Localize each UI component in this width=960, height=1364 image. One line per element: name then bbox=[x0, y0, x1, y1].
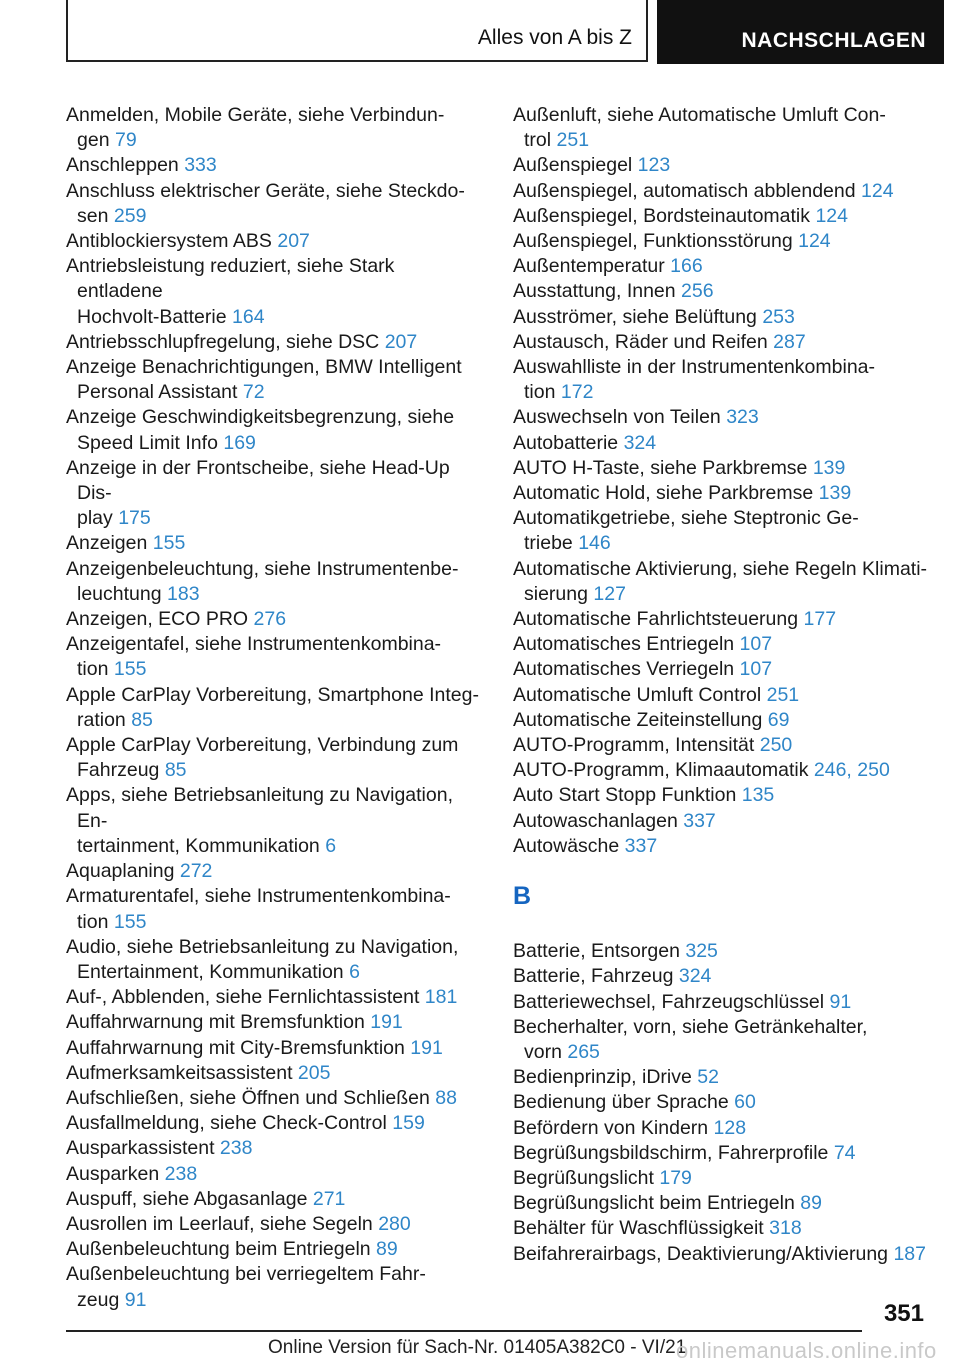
section-letter: B bbox=[513, 882, 532, 911]
page-reference-link[interactable]: 276 bbox=[253, 608, 287, 631]
index-entry bbox=[513, 834, 928, 859]
index-entry-text: Außenspiegel bbox=[513, 154, 633, 177]
page-reference-link[interactable]: 107 bbox=[739, 633, 773, 656]
index-entry bbox=[513, 1191, 928, 1216]
page-reference-link[interactable]: 183 bbox=[167, 582, 200, 605]
page-reference-link[interactable]: 69 bbox=[767, 708, 790, 731]
index-entry-text: Anzeige Benachrichtigungen, BMW Intelligent Personal Assistant bbox=[66, 356, 462, 404]
page-reference-link[interactable]: 6 bbox=[325, 834, 337, 857]
index-entry bbox=[66, 935, 481, 985]
page-reference-link[interactable]: 323 bbox=[726, 406, 759, 429]
page-reference-link[interactable]: 91 bbox=[124, 1288, 147, 1311]
index-entry-text: Becherhalter, vorn, siehe Getränkehalter, vorn bbox=[513, 1015, 868, 1063]
page-reference-link[interactable]: 265 bbox=[567, 1040, 600, 1063]
index-entry-text: Aufmerksamkeitsassistent bbox=[66, 1061, 293, 1084]
page-reference-link[interactable]: 324 bbox=[678, 965, 712, 988]
index-entry-text: Auswahlliste in der Instrumentenkombina- tion bbox=[513, 356, 876, 404]
page-reference-link[interactable]: 52 bbox=[697, 1066, 719, 1089]
index-entry bbox=[513, 153, 928, 178]
index-entry bbox=[513, 964, 928, 989]
index-entry bbox=[513, 683, 928, 708]
index-entry bbox=[513, 1015, 928, 1065]
index-entry-text: Anzeige Geschwindigkeitsbegrenzung, siehe Speed Limit Info bbox=[66, 406, 455, 454]
page-reference-link[interactable]: 238 bbox=[164, 1162, 198, 1185]
index-entry bbox=[513, 330, 928, 355]
index-entry-text: Außenluft, siehe Automatische Umluft Con- trol bbox=[513, 104, 886, 152]
index-entry bbox=[66, 607, 481, 632]
index-entry bbox=[66, 229, 481, 254]
index-entry-text: Anzeigenbeleuchtung, siehe Instrumentenbe- leuchtung bbox=[66, 557, 459, 605]
page-reference-link[interactable]: 164 bbox=[232, 305, 265, 328]
index-entry bbox=[513, 355, 928, 405]
index-entry bbox=[513, 305, 928, 330]
index-entry bbox=[513, 758, 928, 783]
page-reference-link[interactable]: 250 bbox=[759, 734, 793, 757]
index-entry-text: Antriebsleistung reduziert, siehe Stark entladene Hochvolt-Batterie bbox=[66, 255, 395, 328]
page-reference-link[interactable]: 318 bbox=[769, 1217, 802, 1240]
index-entry bbox=[66, 103, 481, 153]
page-reference-link[interactable]: 91 bbox=[829, 990, 852, 1013]
index-entry bbox=[513, 1065, 928, 1090]
page-reference-link[interactable]: 253 bbox=[762, 305, 795, 328]
index-group-b bbox=[513, 939, 928, 1267]
page-reference-link[interactable]: 287 bbox=[773, 330, 806, 353]
index-entry bbox=[66, 456, 481, 532]
index-entry bbox=[66, 531, 481, 556]
footer-text: Online Version für Sach-Nr. 01405A382C0 - VI/21 bbox=[268, 1337, 687, 1358]
page-reference-link[interactable]: 139 bbox=[818, 482, 852, 505]
page-reference-link[interactable]: 88 bbox=[435, 1086, 457, 1109]
index-entry-text: Anzeigentafel, siehe Instrumentenkombina- tion bbox=[66, 633, 442, 681]
page-reference-link[interactable]: 123 bbox=[637, 154, 671, 177]
index-entry-text: AUTO-Programm, Intensität bbox=[513, 734, 755, 757]
index-entry bbox=[513, 783, 928, 808]
footer-divider bbox=[66, 1330, 862, 1332]
index-entry-text: AUTO H-Taste, siehe Parkbremse bbox=[513, 456, 808, 479]
page-reference-link[interactable]: 6 bbox=[349, 960, 360, 983]
index-entry bbox=[513, 939, 928, 964]
index-entry-text: Autowäsche bbox=[513, 834, 620, 857]
page-reference-link[interactable]: 191 bbox=[370, 1011, 403, 1034]
page-reference-link[interactable]: 72 bbox=[242, 381, 265, 404]
index-entry bbox=[66, 1136, 481, 1161]
index-entry-text: Anzeige in der Frontscheibe, siehe Head-Up Dis- play bbox=[66, 456, 450, 530]
index-entry-text: Automatikgetriebe, siehe Steptronic Ge- triebe bbox=[513, 507, 859, 555]
index-entry bbox=[66, 859, 481, 884]
watermark: onlinemanuals.online.info bbox=[676, 1338, 937, 1363]
index-entry bbox=[66, 1262, 481, 1312]
page-reference-link[interactable]: 128 bbox=[713, 1116, 747, 1139]
page-reference-link[interactable]: 124 bbox=[861, 179, 894, 202]
index-entry-text: Bedienung über Sprache bbox=[513, 1091, 729, 1114]
index-entry bbox=[66, 1162, 481, 1187]
index-entry-text: Apple CarPlay Vorbereitung, Verbindung zum Fahrzeug bbox=[66, 734, 459, 782]
index-entry bbox=[66, 153, 481, 178]
index-entry bbox=[66, 985, 481, 1010]
index-entry-text: Anmelden, Mobile Geräte, siehe Verbindun- gen bbox=[66, 104, 445, 152]
page-reference-link[interactable]: 107 bbox=[739, 658, 773, 681]
index-entry-text: Aufschließen, siehe Öffnen und Schließen bbox=[66, 1086, 430, 1109]
index-entry bbox=[513, 607, 928, 632]
page-reference-link[interactable]: 259 bbox=[113, 204, 147, 227]
index-entry-text: Begrüßungslicht bbox=[513, 1166, 654, 1189]
index-entry-text: Apple CarPlay Vorbereitung, Smartphone Integ- ration bbox=[66, 683, 479, 731]
index-entry bbox=[66, 783, 481, 859]
page-header bbox=[66, 0, 944, 64]
page-reference-link[interactable]: 272 bbox=[179, 860, 213, 883]
index-entry-text: Automatische Fahrlichtsteuerung bbox=[513, 608, 799, 631]
index-entry bbox=[66, 557, 481, 607]
page-reference-link[interactable]: 207 bbox=[277, 230, 310, 253]
header-section-label: NACHSCHLAGEN bbox=[741, 29, 926, 52]
index-entry-text: Außenspiegel, automatisch abblendend bbox=[513, 179, 856, 202]
index-entry-text: Autowaschanlagen bbox=[513, 809, 678, 832]
page-reference-link[interactable]: 179 bbox=[659, 1166, 692, 1189]
index-entry bbox=[66, 733, 481, 783]
index-group-a bbox=[513, 103, 928, 859]
index-entry bbox=[513, 733, 928, 758]
index-column-right bbox=[513, 103, 928, 1267]
page-reference-link[interactable]: 251 bbox=[766, 683, 800, 706]
page-reference-link[interactable]: 205 bbox=[297, 1061, 331, 1084]
index-entry-text: Außenbeleuchtung bei verriegeltem Fahr- zeug bbox=[66, 1263, 426, 1311]
index-entry-text: Außentemperatur bbox=[513, 255, 665, 278]
index-entry-text: Beifahrerairbags, Deaktivierung/Aktivierung bbox=[513, 1242, 889, 1265]
index-entry-text: Automatische Aktivierung, siehe Regeln Klimati- sierung bbox=[513, 557, 928, 605]
page-reference-link[interactable]: 159 bbox=[392, 1112, 425, 1135]
page-reference-link[interactable]: 172 bbox=[560, 381, 594, 404]
page-reference-link[interactable]: 155 bbox=[113, 658, 147, 681]
page-reference-link[interactable]: 187 bbox=[893, 1242, 926, 1265]
index-entry bbox=[513, 481, 928, 506]
index-entry-text: Batterie, Entsorgen bbox=[513, 940, 680, 963]
index-entry bbox=[513, 431, 928, 456]
page-reference-link[interactable]: 324 bbox=[623, 431, 657, 454]
index-entry-text: Außenbeleuchtung beim Entriegeln bbox=[66, 1238, 371, 1261]
index-entry bbox=[513, 254, 928, 279]
page-reference-link[interactable]: 124 bbox=[798, 230, 831, 253]
index-entry bbox=[66, 330, 481, 355]
index-entry bbox=[513, 990, 928, 1015]
index-entry-text: Aquaplaning bbox=[66, 860, 175, 883]
index-entry-text: Anzeigen bbox=[66, 532, 148, 555]
index-entry bbox=[513, 103, 928, 153]
header-title-box bbox=[66, 0, 648, 62]
index-entry-text: Antiblockiersystem ABS bbox=[66, 230, 272, 253]
index-entry bbox=[66, 1086, 481, 1111]
index-column-left bbox=[66, 103, 481, 1313]
index-entry-text: Apps, siehe Betriebsanleitung zu Navigation, En- tertainment, Kommunikation bbox=[66, 784, 453, 857]
page-reference-link[interactable]: 169 bbox=[223, 431, 256, 454]
index-entry bbox=[513, 279, 928, 304]
index-entry-text: Anzeigen, ECO PRO bbox=[66, 608, 249, 631]
index-entry-text: Automatic Hold, siehe Parkbremse bbox=[513, 482, 814, 505]
index-entry-text: Automatisches Entriegeln bbox=[513, 633, 735, 656]
index-entry bbox=[66, 632, 481, 682]
index-entry-text: Batterie, Fahrzeug bbox=[513, 965, 674, 988]
index-entry-text: AUTO-Programm, Klimaautomatik bbox=[513, 759, 809, 782]
index-entry-text: Ausrollen im Leerlauf, siehe Segeln bbox=[66, 1212, 373, 1235]
page-reference-link[interactable]: 207 bbox=[384, 330, 418, 353]
index-entry bbox=[66, 254, 481, 330]
index-entry bbox=[66, 884, 481, 934]
page-reference-link[interactable]: 191 bbox=[410, 1036, 443, 1059]
index-entry-text: Automatisches Verriegeln bbox=[513, 658, 735, 681]
page-reference-link[interactable]: 74 bbox=[833, 1141, 856, 1164]
index-entry-text: Außenspiegel, Funktionsstörung bbox=[513, 230, 793, 253]
index-entry bbox=[513, 1090, 928, 1115]
page-reference-link[interactable]: 79 bbox=[114, 129, 137, 152]
index-entry bbox=[513, 405, 928, 430]
index-entry-text: Ausstattung, Innen bbox=[513, 280, 676, 303]
index-entry-text: Auswechseln von Teilen bbox=[513, 406, 721, 429]
index-entry bbox=[66, 683, 481, 733]
index-entry-text: Ausströmer, siehe Belüftung bbox=[513, 305, 757, 328]
index-entry bbox=[513, 229, 928, 254]
page-reference-link[interactable]: 238 bbox=[219, 1137, 253, 1160]
index-entry-text: Batteriewechsel, Fahrzeugschlüssel bbox=[513, 990, 825, 1013]
page-reference-link[interactable]: 325 bbox=[685, 940, 718, 963]
index-entry bbox=[66, 405, 481, 455]
index-entry bbox=[513, 708, 928, 733]
index-entry-text: Auspuff, siehe Abgasanlage bbox=[66, 1187, 308, 1210]
page-reference-link[interactable]: 337 bbox=[624, 834, 658, 857]
page-reference-link[interactable]: 85 bbox=[131, 708, 153, 731]
index-entry-text: Automatische Zeiteinstellung bbox=[513, 708, 763, 731]
index-entry-text: Automatische Umluft Control bbox=[513, 683, 762, 706]
page-reference-link[interactable]: 256 bbox=[681, 280, 714, 303]
index-entry-text: Armaturentafel, siehe Instrumentenkombina- tion bbox=[66, 885, 451, 933]
index-entry-text: Ausfallmeldung, siehe Check-Control bbox=[66, 1112, 387, 1135]
page-reference-link[interactable]: 251 bbox=[556, 129, 590, 152]
page-reference-link[interactable]: 127 bbox=[593, 582, 626, 605]
index-entry-text: Begrüßungsbildschirm, Fahrerprofile bbox=[513, 1141, 829, 1164]
index-entry-text: Außenspiegel, Bordsteinautomatik bbox=[513, 204, 811, 227]
index-entry bbox=[513, 632, 928, 657]
page-number: 351 bbox=[883, 1300, 924, 1327]
page-reference-link[interactable]: 155 bbox=[113, 910, 147, 933]
page-reference-link[interactable]: 155 bbox=[152, 532, 186, 555]
index-entry bbox=[66, 179, 481, 229]
page-reference-link[interactable]: 60 bbox=[734, 1091, 756, 1114]
index-entry bbox=[66, 1187, 481, 1212]
index-entry-text: Befördern von Kindern bbox=[513, 1116, 709, 1139]
index-entry bbox=[66, 1010, 481, 1035]
index-entry-text: Auto Start Stopp Funktion bbox=[513, 784, 737, 807]
index-entry-text: Ausparkassistent bbox=[66, 1137, 215, 1160]
page-reference-link[interactable]: 135 bbox=[741, 784, 775, 807]
index-entry bbox=[513, 809, 928, 834]
index-entry bbox=[513, 506, 928, 556]
index-entry bbox=[513, 1242, 928, 1267]
index-entry bbox=[513, 1166, 928, 1191]
index-entry bbox=[66, 1036, 481, 1061]
index-entry bbox=[513, 1216, 928, 1241]
index-entry-text: Auf-, Abblenden, siehe Fernlichtassistent bbox=[66, 986, 420, 1009]
page-reference-link[interactable]: 89 bbox=[800, 1192, 822, 1215]
page-reference-link[interactable]: 85 bbox=[164, 759, 187, 782]
index-entry-text: Audio, siehe Betriebsanleitung zu Navigation, Entertainment, Kommunikation bbox=[66, 935, 459, 983]
page-reference-link[interactable]: 139 bbox=[812, 456, 846, 479]
index-entry bbox=[513, 1141, 928, 1166]
index-entry bbox=[513, 657, 928, 682]
index-entry-text: Behälter für Waschflüssigkeit bbox=[513, 1217, 764, 1240]
index-entry bbox=[66, 355, 481, 405]
page-reference-link[interactable]: 166 bbox=[670, 255, 703, 278]
header-section-tab bbox=[657, 0, 944, 64]
page-reference-link[interactable]: 181 bbox=[424, 986, 458, 1009]
index-entry-text: Austausch, Räder und Reifen bbox=[513, 330, 768, 353]
header-title: Alles von A bis Z bbox=[477, 26, 632, 49]
index-entry bbox=[513, 557, 928, 607]
index-entry-text: Auffahrwarnung mit Bremsfunktion bbox=[66, 1011, 365, 1034]
index-entry-text: Anschluss elektrischer Geräte, siehe Steckdo- sen bbox=[66, 179, 465, 227]
page-reference-link[interactable]: 280 bbox=[378, 1212, 411, 1235]
index-entry-text: Anschleppen bbox=[66, 154, 179, 177]
page-reference-link[interactable]: 337 bbox=[683, 809, 716, 832]
page-reference-link[interactable]: 124 bbox=[815, 204, 848, 227]
page-reference-link[interactable]: 246, 250 bbox=[813, 759, 890, 782]
index-entry bbox=[513, 179, 928, 204]
page-reference-link[interactable]: 175 bbox=[118, 507, 151, 530]
index-entry bbox=[66, 1111, 481, 1136]
index-entry bbox=[513, 456, 928, 481]
index-entry-text: Bedienprinzip, iDrive bbox=[513, 1066, 692, 1089]
index-entry-text: Begrüßungslicht beim Entriegeln bbox=[513, 1192, 795, 1215]
index-entry-text: Autobatterie bbox=[513, 431, 619, 454]
index-entry-text: Antriebsschlupfregelung, siehe DSC bbox=[66, 330, 380, 353]
index-entry bbox=[66, 1061, 481, 1086]
page-reference-link[interactable]: 271 bbox=[312, 1187, 346, 1210]
page-reference-link[interactable]: 333 bbox=[184, 154, 217, 177]
index-entry bbox=[66, 1237, 481, 1262]
index-entry bbox=[513, 1116, 928, 1141]
page-reference-link[interactable]: 89 bbox=[376, 1238, 398, 1261]
page-reference-link[interactable]: 177 bbox=[803, 608, 837, 631]
page-reference-link[interactable]: 146 bbox=[578, 532, 611, 555]
index-entry-text: Ausparken bbox=[66, 1162, 160, 1185]
index-entry-text: Auffahrwarnung mit City-Bremsfunktion bbox=[66, 1036, 405, 1059]
index-entry bbox=[513, 204, 928, 229]
index-entry bbox=[66, 1212, 481, 1237]
